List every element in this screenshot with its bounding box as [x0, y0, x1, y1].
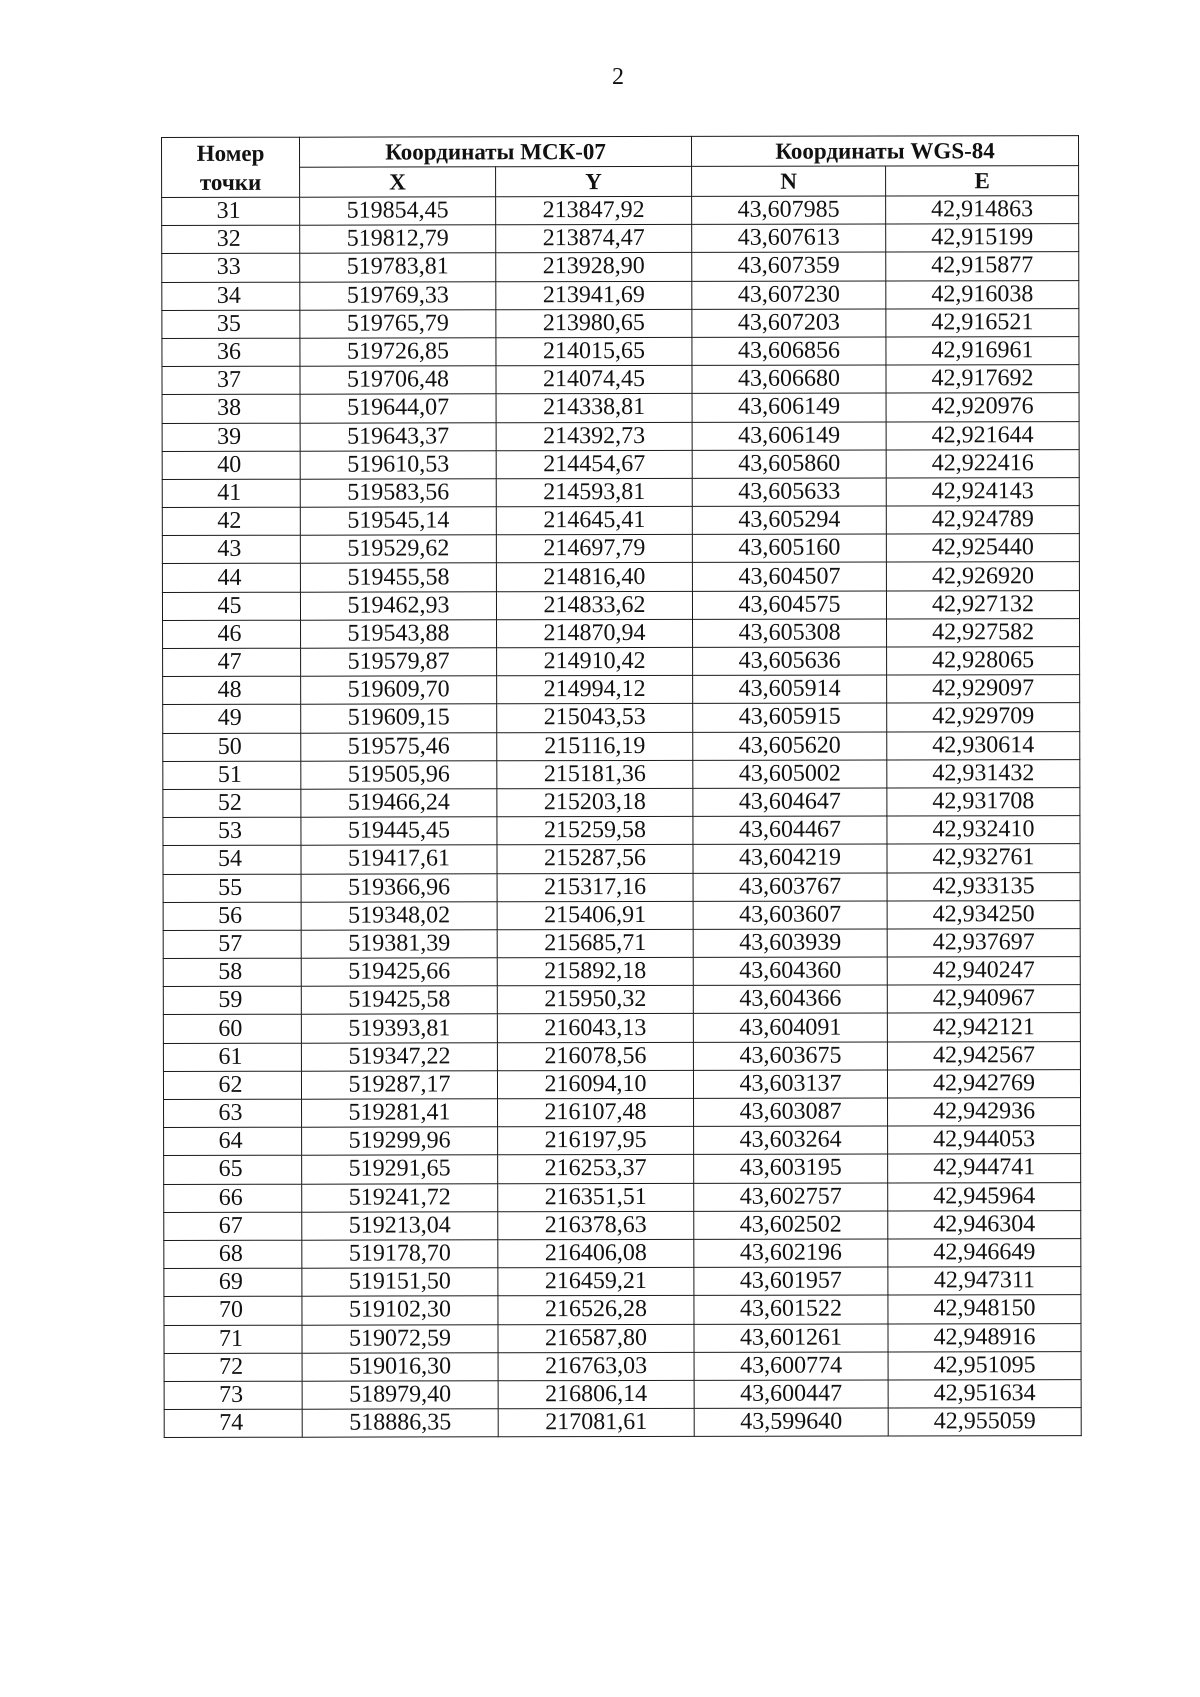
- n-cell: 43,600447: [694, 1380, 888, 1409]
- n-cell: 43,605620: [693, 732, 887, 761]
- table-row: [162, 534, 1079, 564]
- point-number-cell: 49: [163, 705, 301, 733]
- x-cell: 519425,66: [301, 958, 497, 987]
- e-cell: 42,932410: [887, 816, 1080, 845]
- n-cell: 43,607985: [692, 196, 886, 225]
- e-cell: 42,942121: [887, 1013, 1080, 1042]
- point-number-cell: 58: [163, 958, 301, 986]
- e-cell: 42,946649: [888, 1239, 1081, 1268]
- point-number-cell: 43: [162, 535, 300, 563]
- e-cell: 42,937697: [887, 928, 1080, 957]
- x-cell: 519393,81: [301, 1014, 497, 1043]
- x-cell: 519579,87: [301, 648, 497, 677]
- y-cell: 214816,40: [496, 563, 692, 592]
- x-cell: 519609,70: [301, 676, 497, 705]
- y-cell: 214870,94: [497, 619, 693, 648]
- e-cell: 42,926920: [886, 562, 1079, 591]
- x-column-header: X: [300, 167, 496, 197]
- x-cell: 519455,58: [300, 563, 496, 592]
- n-cell: 43,600774: [694, 1352, 888, 1381]
- n-cell: 43,603607: [693, 901, 887, 930]
- y-cell: 216094,10: [497, 1070, 693, 1099]
- point-number-cell: 44: [162, 564, 300, 592]
- n-cell: 43,604647: [693, 788, 887, 817]
- y-cell: 216459,21: [498, 1268, 694, 1297]
- point-number-cell: 67: [164, 1212, 302, 1240]
- n-cell: 43,603939: [693, 929, 887, 958]
- table-row: [164, 1126, 1081, 1156]
- point-number-cell: 61: [163, 1043, 301, 1071]
- table-row: [162, 196, 1079, 226]
- x-cell: 519291,65: [302, 1155, 498, 1184]
- point-number-cell: 38: [162, 395, 300, 423]
- x-cell: 519213,04: [302, 1212, 498, 1241]
- y-cell: 214697,79: [496, 535, 692, 564]
- point-number-cell: 62: [163, 1071, 301, 1099]
- n-cell: 43,605860: [692, 450, 886, 479]
- x-cell: 519348,02: [301, 901, 497, 930]
- n-cell: 43,603264: [694, 1126, 888, 1155]
- n-cell: 43,603137: [693, 1070, 887, 1099]
- e-cell: 42,924143: [886, 477, 1079, 506]
- n-cell: 43,602757: [694, 1183, 888, 1212]
- e-cell: 42,924789: [886, 506, 1079, 535]
- y-column-header: Y: [496, 166, 692, 196]
- y-cell: 216078,56: [497, 1042, 693, 1071]
- n-cell: 43,603767: [693, 872, 887, 901]
- point-number-cell: 32: [162, 225, 300, 253]
- n-cell: 43,605914: [693, 675, 887, 704]
- e-cell: 42,927132: [886, 590, 1079, 619]
- n-cell: 43,603087: [694, 1098, 888, 1127]
- point-number-cell: 50: [163, 733, 301, 761]
- x-cell: 519151,50: [302, 1268, 498, 1297]
- table-row: [163, 788, 1080, 818]
- e-cell: 42,955059: [888, 1408, 1081, 1437]
- x-cell: 519347,22: [301, 1042, 497, 1071]
- n-cell: 43,607359: [692, 252, 886, 281]
- point-number-cell: 59: [163, 986, 301, 1014]
- point-number-cell: 53: [163, 817, 301, 845]
- table-row: [162, 590, 1079, 620]
- table-row: [162, 337, 1079, 367]
- point-number-cell: 33: [162, 254, 300, 282]
- table-row: [163, 759, 1080, 789]
- table-row: [164, 1267, 1081, 1297]
- point-number-cell: 56: [163, 902, 301, 930]
- table-row: [162, 393, 1079, 423]
- y-cell: 214454,67: [496, 450, 692, 479]
- y-cell: 215181,36: [497, 760, 693, 789]
- e-cell: 42,915877: [886, 252, 1079, 281]
- e-cell: 42,942936: [888, 1098, 1081, 1127]
- point-number-cell: 73: [164, 1381, 302, 1409]
- table-row: [162, 449, 1079, 479]
- n-cell: 43,605002: [693, 760, 887, 789]
- table-row: [162, 421, 1079, 451]
- point-number-cell: 57: [163, 930, 301, 958]
- y-cell: 213928,90: [496, 253, 692, 282]
- point-number-cell: 72: [164, 1353, 302, 1381]
- y-cell: 216197,95: [498, 1127, 694, 1156]
- y-cell: 216763,03: [498, 1352, 694, 1381]
- table-row: [163, 1041, 1080, 1071]
- table-row: [164, 1379, 1081, 1409]
- x-cell: 519706,48: [300, 366, 496, 395]
- y-cell: 216253,37: [498, 1155, 694, 1184]
- point-number-cell: 34: [162, 282, 300, 310]
- point-number-cell: 71: [164, 1325, 302, 1353]
- y-cell: 216406,08: [498, 1239, 694, 1268]
- header-row-top: [162, 136, 1079, 168]
- point-number-header: [162, 137, 300, 197]
- page-number: 2: [612, 64, 624, 90]
- n-cell: 43,599640: [694, 1408, 888, 1437]
- table-row: [163, 675, 1080, 705]
- n-cell: 43,607203: [692, 309, 886, 338]
- e-cell: 42,940967: [887, 985, 1080, 1014]
- n-cell: 43,603195: [694, 1154, 888, 1183]
- y-cell: 213941,69: [496, 281, 692, 310]
- e-cell: 42,942769: [887, 1069, 1080, 1098]
- point-number-cell: 45: [162, 592, 300, 620]
- e-cell: 42,945964: [888, 1182, 1081, 1211]
- table-row: [163, 618, 1080, 648]
- table-row: [163, 900, 1080, 930]
- e-cell: 42,917692: [886, 365, 1079, 394]
- n-cell: 43,605308: [693, 619, 887, 648]
- y-cell: 215317,16: [497, 873, 693, 902]
- table-row: [163, 731, 1080, 761]
- e-cell: 42,940247: [887, 957, 1080, 986]
- n-cell: 43,605636: [693, 647, 887, 676]
- x-cell: 519575,46: [301, 732, 497, 761]
- y-cell: 216806,14: [498, 1380, 694, 1409]
- x-cell: 519765,79: [300, 310, 496, 339]
- y-cell: 215287,56: [497, 845, 693, 874]
- point-number-cell: 46: [163, 620, 301, 648]
- table-row: [164, 1408, 1081, 1438]
- e-cell: 42,914863: [886, 196, 1079, 225]
- table-row: [162, 562, 1079, 592]
- table-row: [164, 1154, 1081, 1184]
- point-number-cell: 48: [163, 676, 301, 704]
- point-number-cell: 68: [164, 1240, 302, 1268]
- e-cell: 42,947311: [888, 1267, 1081, 1296]
- n-cell: 43,606149: [692, 421, 886, 450]
- y-cell: 213847,92: [496, 196, 692, 225]
- n-cell: 43,604091: [693, 1013, 887, 1042]
- x-cell: 519241,72: [302, 1183, 498, 1212]
- e-cell: 42,921644: [886, 421, 1079, 450]
- e-cell: 42,931432: [887, 759, 1080, 788]
- point-number-cell: 60: [163, 1015, 301, 1043]
- y-cell: 216351,51: [498, 1183, 694, 1212]
- point-number-cell: 65: [164, 1156, 302, 1184]
- x-cell: 519299,96: [302, 1127, 498, 1156]
- n-cell: 43,603675: [693, 1042, 887, 1071]
- e-cell: 42,946304: [888, 1210, 1081, 1239]
- y-cell: 214645,41: [496, 506, 692, 535]
- n-cell: 43,604360: [693, 957, 887, 986]
- point-number-cell: 39: [162, 423, 300, 451]
- table-row: [164, 1295, 1081, 1325]
- point-number-cell: 51: [163, 761, 301, 789]
- x-cell: 519543,88: [301, 620, 497, 649]
- coordinates-table: [161, 135, 1082, 1438]
- e-cell: 42,951634: [888, 1379, 1081, 1408]
- x-cell: 518979,40: [302, 1381, 498, 1410]
- n-cell: 43,607613: [692, 224, 886, 253]
- x-cell: 519545,14: [300, 507, 496, 536]
- x-cell: 519783,81: [300, 253, 496, 282]
- x-cell: 519644,07: [300, 394, 496, 423]
- y-cell: 214593,81: [496, 478, 692, 507]
- x-cell: 518886,35: [302, 1409, 498, 1438]
- x-cell: 519366,96: [301, 873, 497, 902]
- e-cell: 42,932761: [887, 844, 1080, 873]
- table-row: [163, 872, 1080, 902]
- y-cell: 215950,32: [497, 986, 693, 1015]
- msk-coordinates-header: Координаты МСК-07: [300, 136, 692, 167]
- y-cell: 214015,65: [496, 337, 692, 366]
- table-row: [163, 957, 1080, 987]
- y-cell: 214392,73: [496, 422, 692, 451]
- x-cell: 519466,24: [301, 789, 497, 818]
- x-cell: 519072,59: [302, 1324, 498, 1353]
- point-number-cell: 70: [164, 1297, 302, 1325]
- x-cell: 519178,70: [302, 1240, 498, 1269]
- x-cell: 519529,62: [300, 535, 496, 564]
- n-cell: 43,605294: [692, 506, 886, 535]
- y-cell: 214074,45: [496, 366, 692, 395]
- x-cell: 519381,39: [301, 930, 497, 959]
- table-row: [162, 252, 1079, 282]
- y-cell: 213874,47: [496, 225, 692, 254]
- point-number-cell: 54: [163, 846, 301, 874]
- y-cell: 214994,12: [497, 676, 693, 705]
- e-cell: 42,944053: [888, 1126, 1081, 1155]
- y-cell: 215406,91: [497, 901, 693, 930]
- n-cell: 43,605160: [692, 534, 886, 563]
- x-cell: 519417,61: [301, 845, 497, 874]
- y-cell: 215892,18: [497, 957, 693, 986]
- x-cell: 519726,85: [300, 338, 496, 367]
- e-cell: 42,920976: [886, 393, 1079, 422]
- x-cell: 519287,17: [301, 1071, 497, 1100]
- table-row: [162, 477, 1079, 507]
- table-row: [163, 985, 1080, 1015]
- e-cell: 42,916521: [886, 308, 1079, 337]
- point-number-cell: 66: [164, 1184, 302, 1212]
- y-cell: 216587,80: [498, 1324, 694, 1353]
- table-row: [162, 308, 1079, 338]
- n-cell: 43,605915: [693, 703, 887, 732]
- y-cell: 215116,19: [497, 732, 693, 761]
- point-number-cell: 42: [162, 507, 300, 535]
- point-number-cell: 63: [164, 1099, 302, 1127]
- e-cell: 42,944741: [888, 1154, 1081, 1183]
- y-cell: 213980,65: [496, 309, 692, 338]
- x-cell: 519505,96: [301, 761, 497, 790]
- y-cell: 216378,63: [498, 1211, 694, 1240]
- y-cell: 215203,18: [497, 788, 693, 817]
- point-number-header-line2: точки: [199, 169, 262, 195]
- e-cell: 42,927582: [887, 618, 1080, 647]
- x-cell: 519610,53: [300, 450, 496, 479]
- table-row: [162, 365, 1079, 395]
- e-cell: 42,942567: [887, 1041, 1080, 1070]
- table-header: [162, 136, 1079, 198]
- table-row: [163, 703, 1080, 733]
- wgs-coordinates-header: Координаты WGS-84: [692, 136, 1079, 167]
- table-row: [164, 1210, 1081, 1240]
- e-cell: 42,948916: [888, 1323, 1081, 1352]
- n-cell: 43,604219: [693, 844, 887, 873]
- e-cell: 42,915199: [886, 224, 1079, 253]
- e-cell: 42,931708: [887, 788, 1080, 817]
- table-row: [164, 1098, 1081, 1128]
- table-row: [162, 506, 1079, 536]
- e-cell: 42,925440: [886, 534, 1079, 563]
- n-cell: 43,602502: [694, 1211, 888, 1240]
- e-cell: 42,928065: [887, 647, 1080, 676]
- x-cell: 519643,37: [300, 422, 496, 451]
- n-cell: 43,607230: [692, 281, 886, 310]
- point-number-cell: 40: [162, 451, 300, 479]
- point-number-cell: 37: [162, 366, 300, 394]
- x-cell: 519583,56: [300, 479, 496, 508]
- x-cell: 519462,93: [300, 591, 496, 620]
- e-cell: 42,948150: [888, 1295, 1081, 1324]
- header-row-bottom: [162, 166, 1079, 198]
- x-cell: 519769,33: [300, 281, 496, 310]
- table-row: [164, 1323, 1081, 1353]
- point-number-cell: 47: [163, 648, 301, 676]
- n-column-header: N: [692, 166, 886, 196]
- point-number-cell: 36: [162, 338, 300, 366]
- n-cell: 43,604467: [693, 816, 887, 845]
- e-column-header: E: [886, 166, 1079, 196]
- e-cell: 42,951095: [888, 1351, 1081, 1380]
- point-number-cell: 55: [163, 874, 301, 902]
- y-cell: 214910,42: [497, 647, 693, 676]
- x-cell: 519445,45: [301, 817, 497, 846]
- n-cell: 43,606680: [692, 365, 886, 394]
- e-cell: 42,922416: [886, 449, 1079, 478]
- y-cell: 217081,61: [498, 1408, 694, 1437]
- table-body: [162, 196, 1082, 1438]
- y-cell: 216107,48: [498, 1098, 694, 1127]
- point-number-cell: 31: [162, 197, 300, 225]
- x-cell: 519281,41: [302, 1099, 498, 1128]
- y-cell: 215043,53: [497, 704, 693, 733]
- n-cell: 43,601522: [694, 1295, 888, 1324]
- e-cell: 42,934250: [887, 900, 1080, 929]
- table-row: [164, 1182, 1081, 1212]
- table-row: [163, 816, 1080, 846]
- n-cell: 43,601957: [694, 1267, 888, 1296]
- point-number-cell: 52: [163, 789, 301, 817]
- table-row: [163, 1013, 1080, 1043]
- y-cell: 216526,28: [498, 1296, 694, 1325]
- point-number-header-line1: Номер: [196, 140, 265, 166]
- point-number-cell: 74: [164, 1409, 302, 1437]
- point-number-cell: 69: [164, 1268, 302, 1296]
- x-cell: 519854,45: [300, 197, 496, 226]
- table-row: [164, 1351, 1081, 1381]
- x-cell: 519102,30: [302, 1296, 498, 1325]
- table-row: [163, 647, 1080, 677]
- table-row: [163, 844, 1080, 874]
- n-cell: 43,601261: [694, 1323, 888, 1352]
- point-number-cell: 64: [164, 1127, 302, 1155]
- e-cell: 42,933135: [887, 872, 1080, 901]
- point-number-cell: 41: [162, 479, 300, 507]
- table-row: [162, 280, 1079, 310]
- n-cell: 43,606149: [692, 393, 886, 422]
- n-cell: 43,604366: [693, 985, 887, 1014]
- y-cell: 215685,71: [497, 929, 693, 958]
- e-cell: 42,930614: [887, 731, 1080, 760]
- table-row: [164, 1239, 1081, 1269]
- x-cell: 519609,15: [301, 704, 497, 733]
- n-cell: 43,604507: [692, 562, 886, 591]
- x-cell: 519016,30: [302, 1352, 498, 1381]
- y-cell: 214338,81: [496, 394, 692, 423]
- e-cell: 42,916961: [886, 337, 1079, 366]
- table-row: [163, 928, 1080, 958]
- n-cell: 43,605633: [692, 478, 886, 507]
- n-cell: 43,602196: [694, 1239, 888, 1268]
- n-cell: 43,604575: [692, 591, 886, 620]
- x-cell: 519425,58: [301, 986, 497, 1015]
- x-cell: 519812,79: [300, 225, 496, 254]
- y-cell: 215259,58: [497, 817, 693, 846]
- point-number-cell: 35: [162, 310, 300, 338]
- n-cell: 43,606856: [692, 337, 886, 366]
- e-cell: 42,916038: [886, 280, 1079, 309]
- y-cell: 216043,13: [497, 1014, 693, 1043]
- table-row: [163, 1069, 1080, 1099]
- table-row: [162, 224, 1079, 254]
- e-cell: 42,929097: [887, 675, 1080, 704]
- y-cell: 214833,62: [496, 591, 692, 620]
- e-cell: 42,929709: [887, 703, 1080, 732]
